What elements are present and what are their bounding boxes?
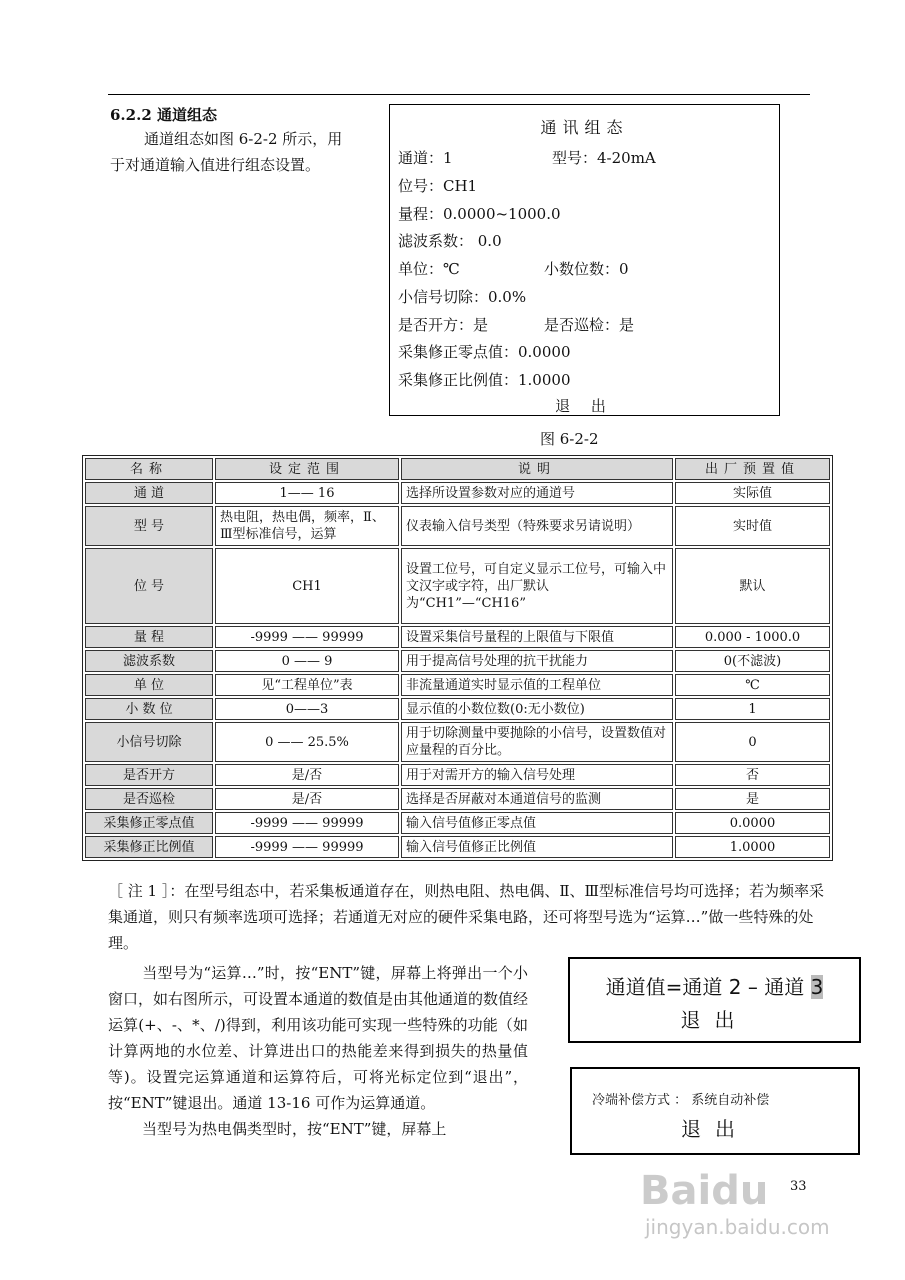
table-row <box>85 548 830 624</box>
cell-name: 小 数 位 <box>85 698 213 720</box>
calc-cursor-value[interactable]: 3 <box>810 975 824 999</box>
note-paragraph: ［ 注 1 ］：在型号组态中，若采集板通道存在，则热电阻、热电偶、Ⅱ、Ⅲ型标准信号均可选择；若为频率采集通道，则只有频率选项可选择；若通道无对应的硬件采集电路，还可将型号选为“运算…”做一些特殊的处理。 <box>108 882 825 952</box>
panel-filter[interactable]: 滤波系数： 0.0 <box>398 232 502 250</box>
panel-title: 通讯组态 <box>540 118 629 137</box>
calc-expression[interactable] <box>570 971 859 1000</box>
section-intro <box>110 126 380 178</box>
cell-description: 设置采集信号量程的上限值与下限值 <box>401 626 673 648</box>
cell-description: 用于对需开方的输入信号处理 <box>401 764 673 786</box>
cell-name: 通 道 <box>85 482 213 504</box>
body-text <box>108 960 528 1142</box>
header-rule <box>108 94 810 95</box>
panel-range[interactable]: 量程：0.0000~1000.0 <box>398 205 561 223</box>
cell-name: 位 号 <box>85 548 213 624</box>
calc-channel-window <box>568 957 861 1043</box>
cell-name: 量 程 <box>85 626 213 648</box>
cell-range: CH1 <box>215 548 399 624</box>
cell-description: 设置工位号，可自定义显示工位号，可输入中文汉字或字符，出厂默认为“CH1”—“CH16” <box>401 548 673 624</box>
panel-model[interactable]: 型号：4-20mA <box>552 149 656 167</box>
cell-name: 采集修正比例值 <box>85 836 213 858</box>
cold-junction-exit-button[interactable]: 退出 <box>681 1117 749 1141</box>
table-row <box>85 788 830 810</box>
intro-line-1: 通道组态如图 6-2-2 所示，用 <box>144 130 343 148</box>
panel-cutoff[interactable]: 小信号切除：0.0% <box>398 288 527 306</box>
calc-expression-text: 通道值=通道 2 – 通道 <box>605 975 811 999</box>
table-row <box>85 482 830 504</box>
cell-description: 用于切除测量中要抛除的小信号，设置数值对应量程的百分比。 <box>401 722 673 762</box>
cold-junction-window <box>570 1067 860 1155</box>
cell-default: 否 <box>675 764 830 786</box>
cell-default: 默认 <box>675 548 830 624</box>
cell-default: 1 <box>675 698 830 720</box>
cell-default: 实际值 <box>675 482 830 504</box>
panel-unit[interactable]: 单位：℃ <box>398 260 460 278</box>
section-title: 6.2.2 通道组态 <box>110 106 217 124</box>
cell-default: 0.0000 <box>675 812 830 834</box>
cell-description: 输入信号值修正零点值 <box>401 812 673 834</box>
cell-description: 用于提高信号处理的抗干扰能力 <box>401 650 673 672</box>
cell-range: 1—— 16 <box>215 482 399 504</box>
cell-range: -9999 —— 99999 <box>215 812 399 834</box>
paragraph-thermocouple: 当型号为热电偶类型时，按“ENT”键，屏幕上 <box>142 1120 447 1138</box>
cell-description: 选择所设置参数对应的通道号 <box>401 482 673 504</box>
panel-zero[interactable]: 采集修正零点值：0.0000 <box>398 343 571 361</box>
cell-range: 0 —— 9 <box>215 650 399 672</box>
table-header-row <box>85 458 830 480</box>
cold-junction-mode[interactable]: 冷端补偿方式 ： 系统自动补偿 <box>592 1093 770 1108</box>
cell-default: 实时值 <box>675 506 830 546</box>
cell-range: 是/否 <box>215 788 399 810</box>
cell-description: 选择是否屏蔽对本通道信号的监测 <box>401 788 673 810</box>
baidu-watermark-logo: Baidu <box>640 1168 769 1214</box>
cell-description: 仪表输入信号类型（特殊要求另请说明） <box>401 506 673 546</box>
header-default: 出厂预置值 <box>675 458 830 480</box>
panel-exit-button[interactable]: 退 出 <box>555 397 614 415</box>
cell-name: 单 位 <box>85 674 213 696</box>
cell-name: 型 号 <box>85 506 213 546</box>
cell-range: -9999 —— 99999 <box>215 836 399 858</box>
cell-range: -9999 —— 99999 <box>215 626 399 648</box>
cell-name: 滤波系数 <box>85 650 213 672</box>
channel-config-panel <box>389 104 780 416</box>
cell-range: 0 —— 25.5% <box>215 722 399 762</box>
parameter-table <box>82 455 833 861</box>
table-row <box>85 506 830 546</box>
panel-tag[interactable]: 位号：CH1 <box>398 177 478 195</box>
panel-patrol[interactable]: 是否巡检：是 <box>544 316 635 334</box>
calc-exit-button[interactable]: 退出 <box>680 1008 749 1032</box>
baidu-watermark-url: jingyan.baidu.com <box>645 1215 830 1239</box>
cell-name: 是否巡检 <box>85 788 213 810</box>
table-row <box>85 650 830 672</box>
table-row <box>85 698 830 720</box>
panel-ratio[interactable]: 采集修正比例值：1.0000 <box>398 371 571 389</box>
cell-range: 见“工程单位”表 <box>215 674 399 696</box>
cell-default: 0.000 - 1000.0 <box>675 626 830 648</box>
cell-default: 1.0000 <box>675 836 830 858</box>
header-range: 设定范围 <box>215 458 399 480</box>
cell-default: ℃ <box>675 674 830 696</box>
cell-name: 采集修正零点值 <box>85 812 213 834</box>
table-row <box>85 836 830 858</box>
cell-description: 非流量通道实时显示值的工程单位 <box>401 674 673 696</box>
cell-name: 是否开方 <box>85 764 213 786</box>
paragraph-calc: 当型号为“运算…”时，按“ENT”键，屏幕上将弹出一个小窗口，如右图所示，可设置本通道的数值是由其他通道的数值经运算(+、-、*、/)得到，利用该功能可实现一些特殊的功能（如计算两地的水位差、计算进出口的热能差来得到损失的热量值等)。设置完运算通道和运算符后，可将光标定位到“退出”，按“ENT”键退出。通道 13-16 可作为运算通道。 <box>108 964 529 1112</box>
cell-name: 小信号切除 <box>85 722 213 762</box>
cell-default: 0(不滤波) <box>675 650 830 672</box>
table-row <box>85 812 830 834</box>
cell-default: 0 <box>675 722 830 762</box>
intro-line-2: 于对通道输入值进行组态设置。 <box>110 156 321 174</box>
panel-channel[interactable]: 通道：1 <box>398 149 453 167</box>
cell-description: 输入信号值修正比例值 <box>401 836 673 858</box>
table-row <box>85 722 830 762</box>
cell-range: 热电阻，热电偶，频率，Ⅱ、Ⅲ型标准信号，运算 <box>215 506 399 546</box>
cell-description: 显示值的小数位数(0:无小数位) <box>401 698 673 720</box>
cell-default: 是 <box>675 788 830 810</box>
panel-sqrt[interactable]: 是否开方：是 <box>398 316 489 334</box>
figure-caption: 图 6-2-2 <box>540 430 599 448</box>
header-name: 名称 <box>85 458 213 480</box>
table-row <box>85 626 830 648</box>
table-row <box>85 674 830 696</box>
table-row <box>85 764 830 786</box>
page-number: 33 <box>790 1179 807 1194</box>
panel-decimals[interactable]: 小数位数：0 <box>544 260 629 278</box>
cell-range: 是/否 <box>215 764 399 786</box>
header-description: 说明 <box>401 458 673 480</box>
cell-range: 0——3 <box>215 698 399 720</box>
